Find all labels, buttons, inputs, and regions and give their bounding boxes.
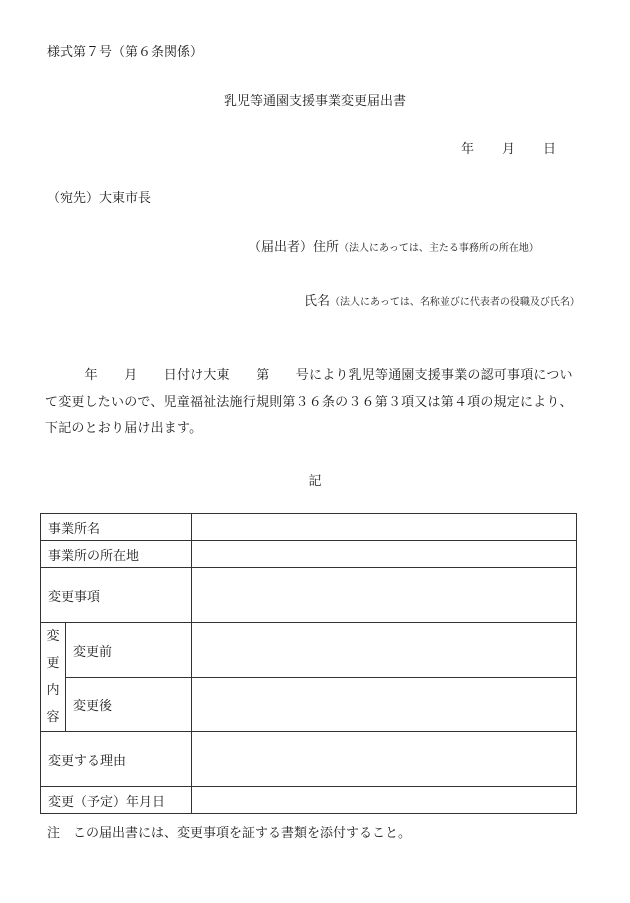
applicant-name-line: [304, 290, 580, 309]
office-name-label: 事業所名: [41, 514, 192, 541]
applicant-address-label: （届出者）住所: [248, 240, 340, 255]
change-item-label: 変更事項: [41, 568, 192, 623]
applicant-name-label: 氏名: [304, 294, 331, 309]
date-month: 月: [502, 142, 516, 157]
change-content-char: 内: [46, 683, 60, 698]
record-heading: 記: [308, 474, 322, 489]
body-line-3: 下記のとおり届け出ます。: [45, 421, 203, 436]
office-name-value[interactable]: [192, 514, 577, 541]
change-reason-label: 変更する理由: [41, 732, 192, 787]
change-content-char: 容: [46, 710, 60, 725]
change-record-table: [40, 513, 577, 814]
applicant-name-note: （法人にあっては、名称並びに代表者の役職及び氏名）: [330, 297, 580, 308]
change-item-value[interactable]: [192, 568, 577, 623]
before-change-value[interactable]: [192, 623, 577, 678]
body-line-2: て変更したいので、児童福祉法施行規則第３６条の３６第３項又は第４項の規定により、: [45, 394, 573, 410]
document-title: 乳児等通園支援事業変更届出書: [223, 94, 406, 109]
date-year: 年: [461, 142, 475, 157]
change-content-label: [41, 623, 66, 732]
change-content-char: 更: [46, 656, 60, 671]
form-number: 様式第７号（第６条関係）: [47, 45, 204, 60]
body-paragraph: [45, 363, 585, 443]
before-change-label: 変更前: [66, 623, 192, 678]
change-date-value[interactable]: [192, 787, 577, 814]
footnote: 注 この届出書には、変更事項を証する書類を添付すること。: [47, 826, 412, 841]
applicant-address-note: （法人にあっては、主たる事務所の所在地）: [339, 243, 539, 254]
addressee: （宛先）大東市長: [47, 191, 152, 206]
applicant-address-line: [248, 236, 539, 255]
office-location-value[interactable]: [192, 541, 577, 568]
after-change-value[interactable]: [192, 678, 577, 732]
date-day: 日: [543, 142, 557, 157]
change-reason-value[interactable]: [192, 732, 577, 787]
change-content-char: 変: [46, 629, 60, 644]
after-change-label: 変更後: [66, 678, 192, 732]
office-location-label: 事業所の所在地: [41, 541, 192, 568]
date-line: [461, 138, 556, 157]
change-date-label: 変更（予定）年月日: [41, 787, 192, 814]
body-line-1: 年 月 日付け大東 第 号により乳児等通園支援事業の認可事項につい: [45, 368, 573, 383]
